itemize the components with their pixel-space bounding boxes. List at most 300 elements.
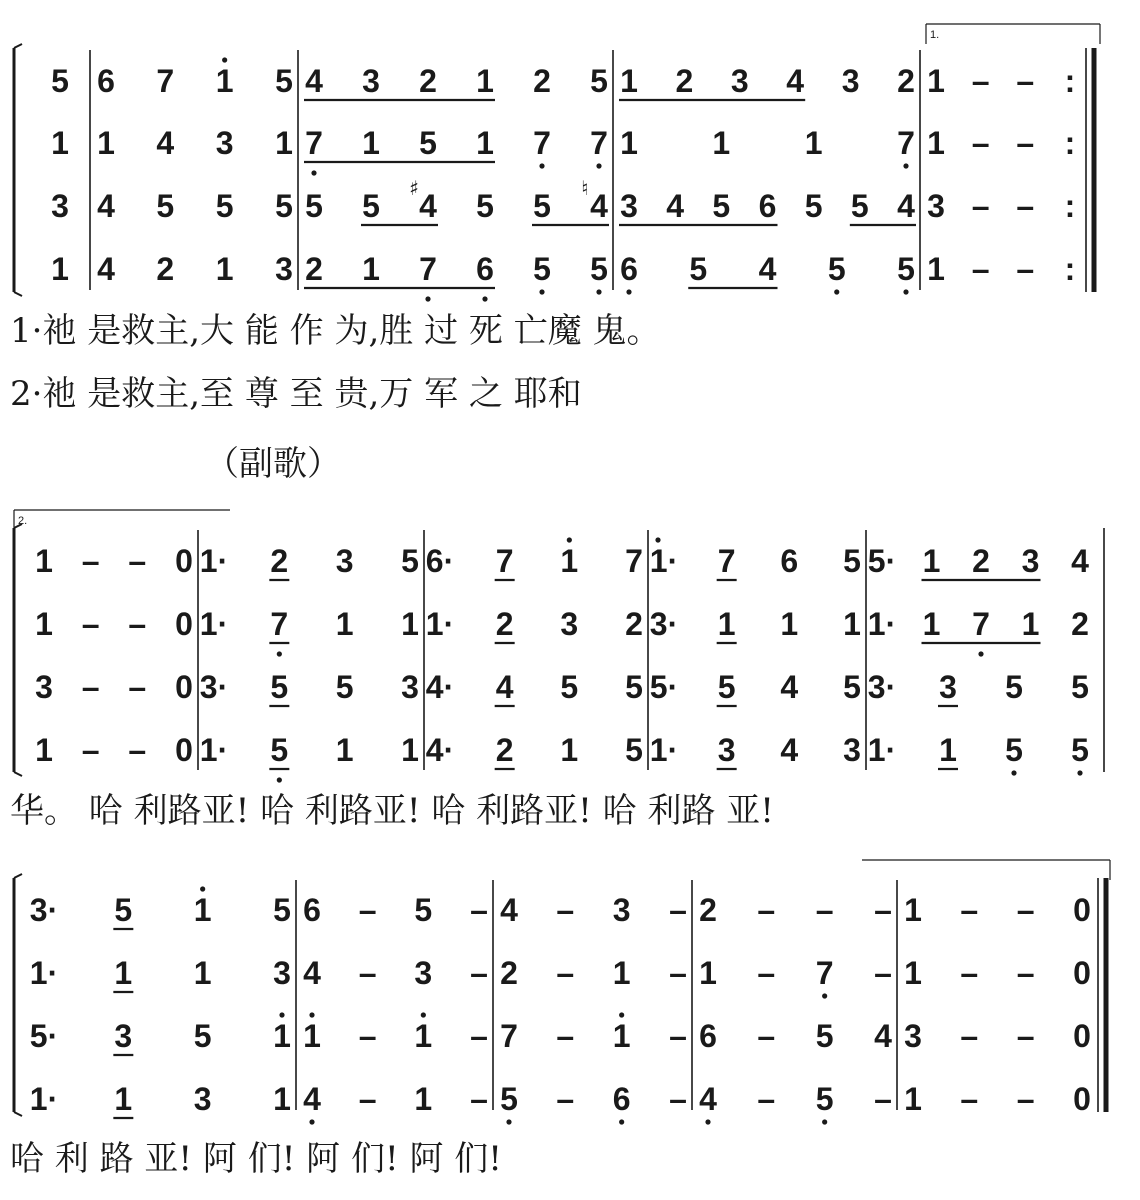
note: 1 xyxy=(1021,606,1040,642)
system-bracket-hook xyxy=(14,772,22,776)
note: – xyxy=(971,251,990,287)
octave-dot xyxy=(539,163,544,168)
note: – xyxy=(960,892,979,928)
note: 5 xyxy=(335,669,354,705)
note: 0 xyxy=(1073,955,1091,991)
note: – xyxy=(874,892,892,928)
note: – xyxy=(874,955,892,991)
note: 0 xyxy=(1073,1081,1091,1117)
refrain-label: （副歌） xyxy=(205,444,341,484)
lyric-line: 哈 利 路 亚! 阿 们! 阿 们! 阿 们! xyxy=(10,1139,502,1179)
note: 1 xyxy=(904,955,922,991)
measure xyxy=(500,892,687,1125)
note: 3 xyxy=(215,125,234,161)
note: 5· xyxy=(649,669,679,705)
note: 3 xyxy=(1021,543,1040,579)
note: 1 xyxy=(51,125,69,161)
note: 3 xyxy=(273,955,291,991)
note: – xyxy=(1016,1018,1035,1054)
measure xyxy=(904,892,1091,1117)
note: 5 xyxy=(500,1081,518,1117)
note: 0 xyxy=(175,732,193,768)
note: 3 xyxy=(927,188,945,224)
note: 7 xyxy=(270,606,289,642)
octave-dot xyxy=(978,651,983,656)
note: 5 xyxy=(114,892,133,928)
octave-dot xyxy=(619,1012,624,1017)
note: 5 xyxy=(625,732,643,768)
note: 7 xyxy=(717,543,736,579)
note: 1 xyxy=(193,955,212,991)
measure xyxy=(650,537,861,769)
note: 4 xyxy=(590,188,608,224)
measure xyxy=(200,543,419,783)
note: – xyxy=(358,955,377,991)
note: 1 xyxy=(927,251,945,287)
note: 5· xyxy=(867,543,897,579)
octave-dot xyxy=(482,296,487,301)
note: 3 xyxy=(414,955,433,991)
note: – xyxy=(815,892,834,928)
note: – xyxy=(358,892,377,928)
accidental: ♯ xyxy=(409,176,419,200)
note: – xyxy=(757,892,776,928)
note: 7 xyxy=(972,606,990,642)
note: – xyxy=(128,732,147,768)
note: 5 xyxy=(843,543,861,579)
note: 5 xyxy=(625,669,643,705)
note: 1 xyxy=(476,63,494,99)
note: 1· xyxy=(867,606,897,642)
note: 1· xyxy=(29,1081,59,1117)
octave-dot xyxy=(822,1119,827,1124)
note: 1 xyxy=(275,125,293,161)
note: 4 xyxy=(500,892,518,928)
octave-dot xyxy=(277,777,282,782)
octave-dot xyxy=(539,289,544,294)
note: 1 xyxy=(303,1018,321,1054)
note: 1 xyxy=(904,892,922,928)
note: 5 xyxy=(827,251,846,287)
note: 5 xyxy=(193,1018,212,1054)
note: 5 xyxy=(533,251,551,287)
octave-dot xyxy=(309,1119,314,1124)
note: 7 xyxy=(156,63,175,99)
volta-label: 1. xyxy=(930,29,940,41)
note: 1 xyxy=(362,125,380,161)
note: 4 xyxy=(1071,543,1089,579)
octave-dot xyxy=(567,537,572,542)
note: 7 xyxy=(419,251,437,287)
note: 5 xyxy=(414,892,433,928)
note: 3 xyxy=(401,669,419,705)
octave-dot xyxy=(626,289,631,294)
note: 3 xyxy=(620,188,638,224)
note: 3 xyxy=(560,606,579,642)
note: – xyxy=(971,63,990,99)
note: 3 xyxy=(730,63,749,99)
note: 4 xyxy=(419,188,437,224)
lyric-line: 华。 哈 利路亚! 哈 利路亚! 哈 利路亚! 哈 利路 亚! xyxy=(10,791,774,831)
note: 3 xyxy=(35,669,53,705)
note: 2 xyxy=(675,63,694,99)
note: 1 xyxy=(560,543,579,579)
note: – xyxy=(960,1081,979,1117)
note: 1 xyxy=(215,251,234,287)
note: 4· xyxy=(425,669,455,705)
note: – xyxy=(128,669,147,705)
note: 3 xyxy=(939,669,957,705)
note: : xyxy=(1064,251,1076,287)
note: – xyxy=(669,892,687,928)
note: 5 xyxy=(275,188,293,224)
note: 1 xyxy=(35,732,53,768)
note: 3 xyxy=(275,251,293,287)
note: – xyxy=(669,1018,687,1054)
note: 3 xyxy=(193,1081,212,1117)
note: 3 xyxy=(843,732,861,768)
note: 4· xyxy=(425,732,455,768)
note: 6 xyxy=(780,543,799,579)
note: 1 xyxy=(273,1081,291,1117)
measure xyxy=(699,892,892,1125)
note: 4 xyxy=(786,63,805,99)
measure xyxy=(303,892,488,1125)
note: 3 xyxy=(841,63,860,99)
system-2 xyxy=(10,510,1104,831)
note: 5 xyxy=(590,251,608,287)
note: 5 xyxy=(270,669,289,705)
note: 1 xyxy=(620,125,638,161)
volta-label: 2. xyxy=(18,515,28,527)
note: 1 xyxy=(904,1081,922,1117)
octave-dot xyxy=(506,1119,511,1124)
note: – xyxy=(1016,251,1035,287)
note: : xyxy=(1064,63,1076,99)
note: 2 xyxy=(270,543,289,579)
note: 5 xyxy=(476,188,494,224)
note: 7 xyxy=(590,125,608,161)
note: 1 xyxy=(939,732,957,768)
note: 2 xyxy=(1071,606,1089,642)
system-3 xyxy=(10,860,1110,1179)
note: 5 xyxy=(689,251,708,287)
note: 3 xyxy=(51,188,69,224)
note: 3 xyxy=(717,732,736,768)
note: 5 xyxy=(804,188,823,224)
note: 6 xyxy=(699,1018,717,1054)
system-1 xyxy=(10,24,1100,484)
measure xyxy=(426,537,643,769)
note: – xyxy=(81,606,100,642)
note: 0 xyxy=(175,669,193,705)
note: 1 xyxy=(560,732,579,768)
octave-dot xyxy=(903,289,908,294)
note: 4 xyxy=(897,188,915,224)
note: 5 xyxy=(275,63,293,99)
note: – xyxy=(971,125,990,161)
note: – xyxy=(128,543,147,579)
note: 5 xyxy=(1005,669,1023,705)
note: 0 xyxy=(175,543,193,579)
note: – xyxy=(1016,892,1035,928)
octave-dot xyxy=(834,289,839,294)
note: 1 xyxy=(193,892,212,928)
note: 6 xyxy=(620,251,638,287)
note: 1 xyxy=(922,543,941,579)
note: 2 xyxy=(305,251,323,287)
note: 1 xyxy=(712,125,731,161)
note: 4 xyxy=(780,732,799,768)
note: 4 xyxy=(97,251,115,287)
note: 1· xyxy=(29,955,59,991)
note: 4 xyxy=(97,188,115,224)
note: 5 xyxy=(362,188,380,224)
note: – xyxy=(556,1081,575,1117)
note: 5 xyxy=(1071,669,1089,705)
note: 2 xyxy=(156,251,175,287)
note: 0 xyxy=(1073,1018,1091,1054)
note: 1· xyxy=(425,606,455,642)
octave-dot xyxy=(311,170,316,175)
note: 5 xyxy=(215,188,234,224)
note: 2 xyxy=(500,955,518,991)
note: 1 xyxy=(273,1018,291,1054)
measure xyxy=(927,63,1075,287)
note: 1 xyxy=(922,606,941,642)
octave-dot xyxy=(277,651,282,656)
octave-dot xyxy=(1077,770,1082,775)
note: 7 xyxy=(533,125,551,161)
note: 2 xyxy=(625,606,643,642)
system-bracket-hook xyxy=(14,1112,22,1116)
note: – xyxy=(669,955,687,991)
note: – xyxy=(470,1081,488,1117)
note: 5 xyxy=(850,188,869,224)
note: 4 xyxy=(495,669,514,705)
note: 3 xyxy=(904,1018,922,1054)
note: 5 xyxy=(533,188,551,224)
note: – xyxy=(1016,1081,1035,1117)
octave-dot xyxy=(309,1012,314,1017)
measure xyxy=(30,886,291,1118)
note: 5 xyxy=(270,732,289,768)
note: – xyxy=(960,955,979,991)
note: 2 xyxy=(495,732,514,768)
note: – xyxy=(556,892,575,928)
note: – xyxy=(757,1018,776,1054)
note: 5 xyxy=(712,188,731,224)
note: – xyxy=(1016,955,1035,991)
note: 3 xyxy=(362,63,380,99)
note: 2 xyxy=(699,892,717,928)
note: 5 xyxy=(401,543,419,579)
note: 6· xyxy=(425,543,455,579)
note: 5 xyxy=(51,63,69,99)
note: : xyxy=(1064,188,1076,224)
note: 1 xyxy=(612,1018,631,1054)
note: – xyxy=(470,892,488,928)
note: – xyxy=(757,1081,776,1117)
octave-dot xyxy=(903,163,908,168)
note: 5 xyxy=(815,1018,834,1054)
measure xyxy=(619,63,916,295)
note: 0 xyxy=(175,606,193,642)
note: 0 xyxy=(1073,892,1091,928)
note: – xyxy=(1016,63,1035,99)
note: 3 xyxy=(335,543,354,579)
note: 1 xyxy=(335,732,354,768)
note: 1 xyxy=(335,606,354,642)
note: 2 xyxy=(419,63,437,99)
note: – xyxy=(874,1081,892,1117)
octave-dot xyxy=(200,886,205,891)
octave-dot xyxy=(222,57,227,62)
note: 4 xyxy=(874,1018,892,1054)
note: 1 xyxy=(97,125,115,161)
note: 1 xyxy=(927,125,945,161)
note: 1· xyxy=(199,543,229,579)
measure xyxy=(35,543,193,768)
note: 1· xyxy=(649,543,679,579)
note: – xyxy=(470,1018,488,1054)
note: 6 xyxy=(97,63,115,99)
note: 3 xyxy=(612,892,631,928)
note: 1 xyxy=(114,955,133,991)
note: 5 xyxy=(156,188,175,224)
measure xyxy=(868,543,1089,776)
measure xyxy=(304,63,609,302)
note: – xyxy=(470,955,488,991)
note: 1 xyxy=(51,251,69,287)
note: – xyxy=(556,1018,575,1054)
note: 1 xyxy=(804,125,823,161)
octave-dot xyxy=(421,1012,426,1017)
octave-dot xyxy=(596,163,601,168)
note: 1 xyxy=(476,125,494,161)
note: 2 xyxy=(897,63,915,99)
note: 3· xyxy=(199,669,229,705)
measure xyxy=(51,63,69,287)
note: 1 xyxy=(401,732,419,768)
note: – xyxy=(960,1018,979,1054)
note: 5 xyxy=(305,188,323,224)
note: 4 xyxy=(303,1081,321,1117)
note: 4 xyxy=(780,669,799,705)
note: : xyxy=(1064,125,1076,161)
note: 5 xyxy=(897,251,915,287)
system-bracket-hook xyxy=(14,44,22,48)
note: 5 xyxy=(1071,732,1089,768)
note: – xyxy=(358,1018,377,1054)
note: – xyxy=(81,669,100,705)
octave-dot xyxy=(596,289,601,294)
note: 7 xyxy=(625,543,643,579)
note: 4 xyxy=(758,251,777,287)
octave-dot xyxy=(1011,770,1016,775)
note: 1 xyxy=(114,1081,133,1117)
note: 1· xyxy=(867,732,897,768)
note: 2 xyxy=(495,606,514,642)
note: 2 xyxy=(533,63,551,99)
note: 4 xyxy=(699,1081,717,1117)
note: 1 xyxy=(414,1018,433,1054)
note: 1· xyxy=(199,606,229,642)
note: 5 xyxy=(717,669,736,705)
note: 4 xyxy=(305,63,323,99)
note: 5 xyxy=(419,125,437,161)
note: 3 xyxy=(114,1018,133,1054)
note: 6 xyxy=(612,1081,631,1117)
octave-dot xyxy=(705,1119,710,1124)
note: – xyxy=(81,732,100,768)
note: 5 xyxy=(560,669,579,705)
note: – xyxy=(128,606,147,642)
note: – xyxy=(358,1081,377,1117)
note: 1 xyxy=(362,251,380,287)
note: – xyxy=(757,955,776,991)
lyric-line: 2·祂 是救主,至 尊 至 贵,万 军 之 耶和 xyxy=(10,374,582,414)
note: 1 xyxy=(414,1081,433,1117)
note: 7 xyxy=(897,125,915,161)
note: 1 xyxy=(927,63,945,99)
note: 4 xyxy=(303,955,321,991)
note: 6 xyxy=(476,251,494,287)
note: 1 xyxy=(612,955,631,991)
system-bracket-hook xyxy=(14,874,22,878)
note: 4 xyxy=(156,125,175,161)
note: 1· xyxy=(199,732,229,768)
octave-dot xyxy=(425,296,430,301)
note: 1 xyxy=(401,606,419,642)
measure xyxy=(97,57,293,287)
note: 5· xyxy=(29,1018,59,1054)
lyric-line: 1·祂 是救主,大 能 作 为,胜 过 死 亡魔 鬼。 xyxy=(10,311,661,351)
note: 3· xyxy=(29,892,59,928)
note: 4 xyxy=(666,188,685,224)
accidental: ♮ xyxy=(581,176,589,200)
note: 2 xyxy=(972,543,990,579)
note: 7 xyxy=(500,1018,518,1054)
note: 6 xyxy=(758,188,777,224)
note: 1· xyxy=(649,732,679,768)
note: 5 xyxy=(590,63,608,99)
note: 3· xyxy=(649,606,679,642)
note: 1 xyxy=(620,63,638,99)
octave-dot xyxy=(619,1119,624,1124)
note: 5 xyxy=(815,1081,834,1117)
octave-dot xyxy=(822,993,827,998)
note: 7 xyxy=(815,955,834,991)
note: 5 xyxy=(273,892,291,928)
note: 7 xyxy=(495,543,514,579)
note: 1 xyxy=(717,606,736,642)
note: – xyxy=(1016,125,1035,161)
note: – xyxy=(556,955,575,991)
note: 1 xyxy=(780,606,799,642)
note: 1 xyxy=(35,606,53,642)
note: 1 xyxy=(699,955,717,991)
note: 1 xyxy=(35,543,53,579)
note: 5 xyxy=(1005,732,1023,768)
octave-dot xyxy=(279,1012,284,1017)
note: – xyxy=(81,543,100,579)
note: 5 xyxy=(843,669,861,705)
system-bracket-hook xyxy=(14,292,22,296)
note: 7 xyxy=(305,125,323,161)
note: 6 xyxy=(303,892,321,928)
octave-dot xyxy=(655,537,660,542)
